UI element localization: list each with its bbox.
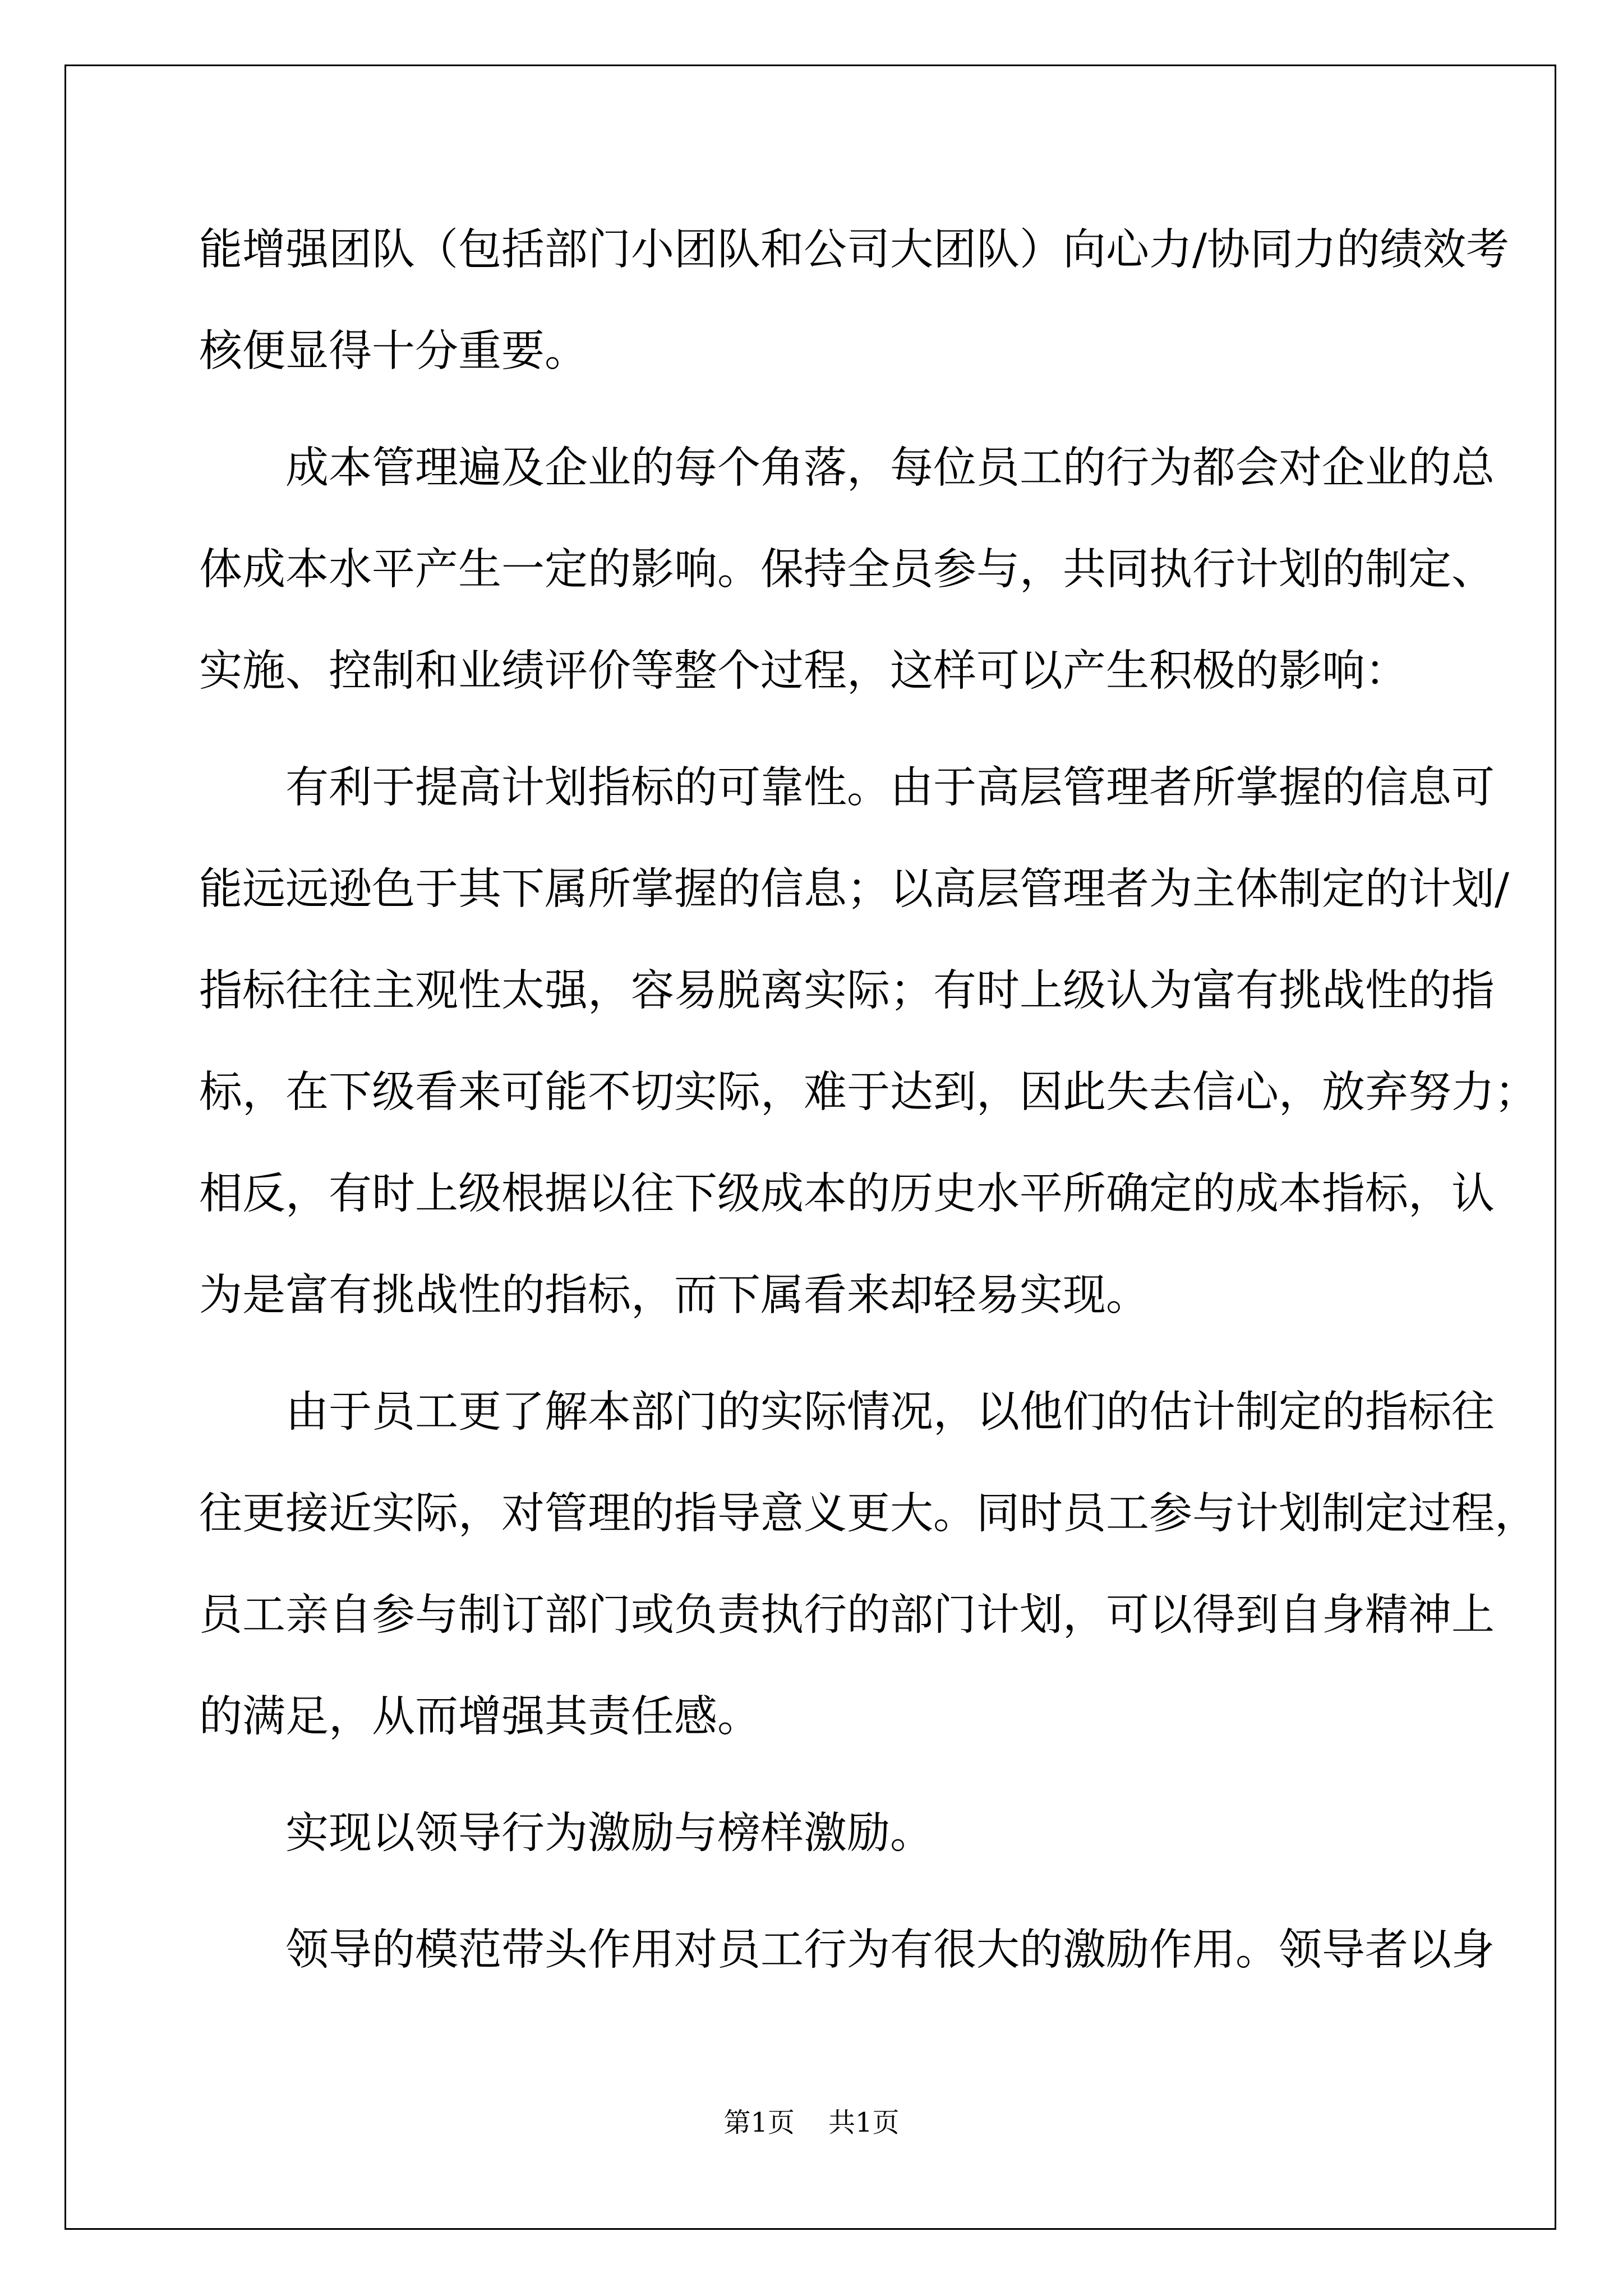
text-line: 为是富有挑战性的指标，而下属看来却轻易实现。 [199, 1271, 1149, 1320]
text-line: 体成本水平产生一定的影响。保持全员参与，共同执行计划的制定、 [199, 545, 1495, 595]
document-body [199, 199, 1538, 2001]
text-line: 核便显得十分重要。 [199, 326, 588, 376]
text-line: 能增强团队（包括部门小团队和公司大团队）向心力/协同力的绩效考 [199, 225, 1509, 275]
page-number: 第1页 [723, 2107, 795, 2138]
text-line: 指标往往主观性太强，容易脱离实际；有时上级认为富有挑战性的指 [199, 966, 1495, 1016]
text-line: 实施、控制和业绩评价等整个过程，这样可以产生积极的影响： [199, 646, 1408, 696]
text-line: 能远远逊色于其下属所掌握的信息；以高层管理者为主体制定的计划/ [199, 864, 1509, 914]
text-line: 由于员工更了解本部门的实际情况，以他们的估计制定的指标往 [285, 1387, 1495, 1437]
paragraph [199, 1361, 1538, 1768]
text-line: 标，在下级看来可能不切实际，难于达到，因此失去信心，放弃努力； [199, 1068, 1538, 1117]
page-footer [0, 2101, 1623, 2139]
text-line: 的满足，从而增强其责任感。 [199, 1692, 760, 1742]
paragraph [199, 1783, 1461, 1884]
paragraph [199, 1899, 1495, 2001]
text-line: 领导的模范带头作用对员工行为有很大的激励作用。领导者以身 [285, 1925, 1495, 1975]
page-total: 共1页 [828, 2107, 900, 2138]
text-line: 往更接近实际，对管理的指导意义更大。同时员工参与计划制定过程， [199, 1489, 1538, 1539]
paragraph [199, 737, 1538, 1346]
paragraph [199, 199, 1509, 402]
paragraph [199, 417, 1495, 722]
text-line: 成本管理遍及企业的每个角落，每位员工的行为都会对企业的总 [285, 443, 1495, 493]
text-line: 相反，有时上级根据以往下级成本的历史水平所确定的成本指标，认 [199, 1169, 1495, 1219]
text-line: 有利于提高计划指标的可靠性。由于高层管理者所掌握的信息可 [285, 763, 1495, 813]
text-line: 实现以领导行为激励与榜样激励。 [285, 1809, 933, 1858]
text-line: 员工亲自参与制订部门或负责执行的部门计划，可以得到自身精神上 [199, 1590, 1495, 1640]
